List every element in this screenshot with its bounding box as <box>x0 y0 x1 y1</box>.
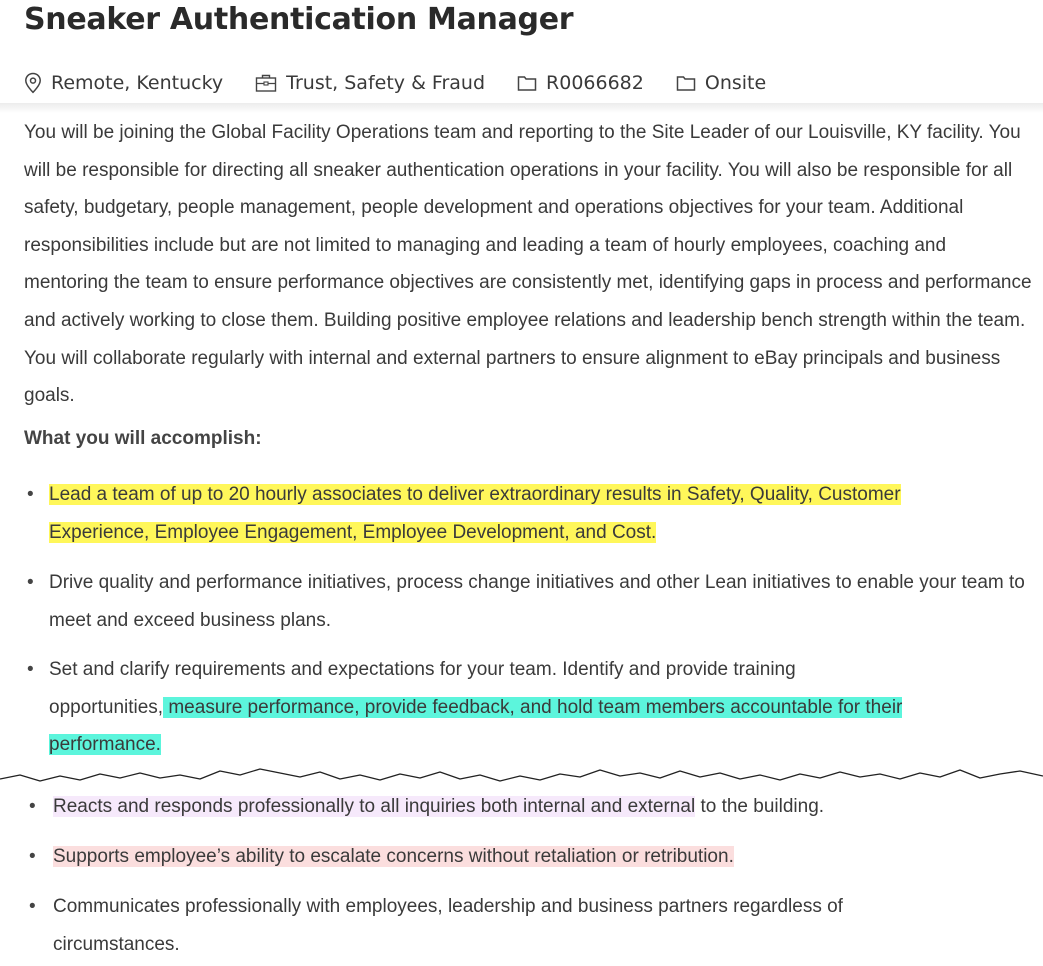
highlighted-text: Lead a team of up to 20 hourly associates to deliver extraordinary results in Safety, Quality, Customer <box>49 484 901 505</box>
meta-req-id-text: R0066682 <box>546 72 644 94</box>
highlighted-text: Experience, Employee Engagement, Employee Development, and Cost. <box>49 521 657 543</box>
meta-location <box>24 72 223 94</box>
folder-icon <box>676 74 696 92</box>
highlighted-text: Supports employee’s ability to escalate concerns without retaliation or retribution. <box>53 846 734 867</box>
meta-category <box>255 72 485 94</box>
accomplish-heading: What you will accomplish: <box>24 428 262 449</box>
torn-page-divider <box>0 763 1043 789</box>
meta-work-type-text: Onsite <box>704 72 767 94</box>
meta-req-id <box>517 72 644 94</box>
job-meta-bar <box>24 68 798 98</box>
list-item-text: to the building. <box>695 796 825 817</box>
job-title: Sneaker Authentication Manager <box>24 2 574 37</box>
list-item: • Communicates professionally with employees, leadership and business partners regardless of circumstances. <box>53 888 953 963</box>
folder-icon <box>517 74 537 92</box>
meta-category-text: Trust, Safety & Fraud <box>286 72 486 94</box>
list-item-text: opportunities, <box>49 696 164 718</box>
highlighted-text: measure performance, provide feedback, and hold team members accountable for their <box>163 696 903 718</box>
list-item-text: Set and clarify requirements and expectations for your team. Identify and provide training <box>49 659 796 680</box>
list-item <box>49 476 901 551</box>
meta-work-type <box>676 72 766 94</box>
header-divider <box>0 103 1043 113</box>
highlighted-text: Reacts and responds professionally to all inquiries both internal and external <box>53 796 696 817</box>
briefcase-icon <box>255 73 277 93</box>
meta-location-text: Remote, Kentucky <box>51 72 224 94</box>
list-item: • Drive quality and performance initiatives, process change initiatives and other Lean initiatives to enable your team to meet and exceed business plans. <box>49 564 1034 639</box>
list-item <box>49 651 902 764</box>
location-pin-icon <box>24 72 42 94</box>
highlighted-text: performance. <box>49 734 161 756</box>
job-description-intro: You will be joining the Global Facility Operations team and reporting to the Site Leader of our Louisville, KY facility. You will be responsible for directing all sneaker authentication operations in your facility. You will also be responsible for all safety, budgetary, people management, people development and operations objectives for your team. Additional responsibilities include but are not limited to managing and leading a team of hourly employees, coaching and mentoring the team to ensure performance objectives are consistently met, identifying gaps in process and performance and actively working to close them. Building positive employee relations and leadership bench strength within the team. You will collaborate regularly with internal and external partners to ensure alignment to eBay principals and business goals. <box>24 122 1032 407</box>
list-item <box>53 788 824 826</box>
list-item <box>53 838 734 876</box>
